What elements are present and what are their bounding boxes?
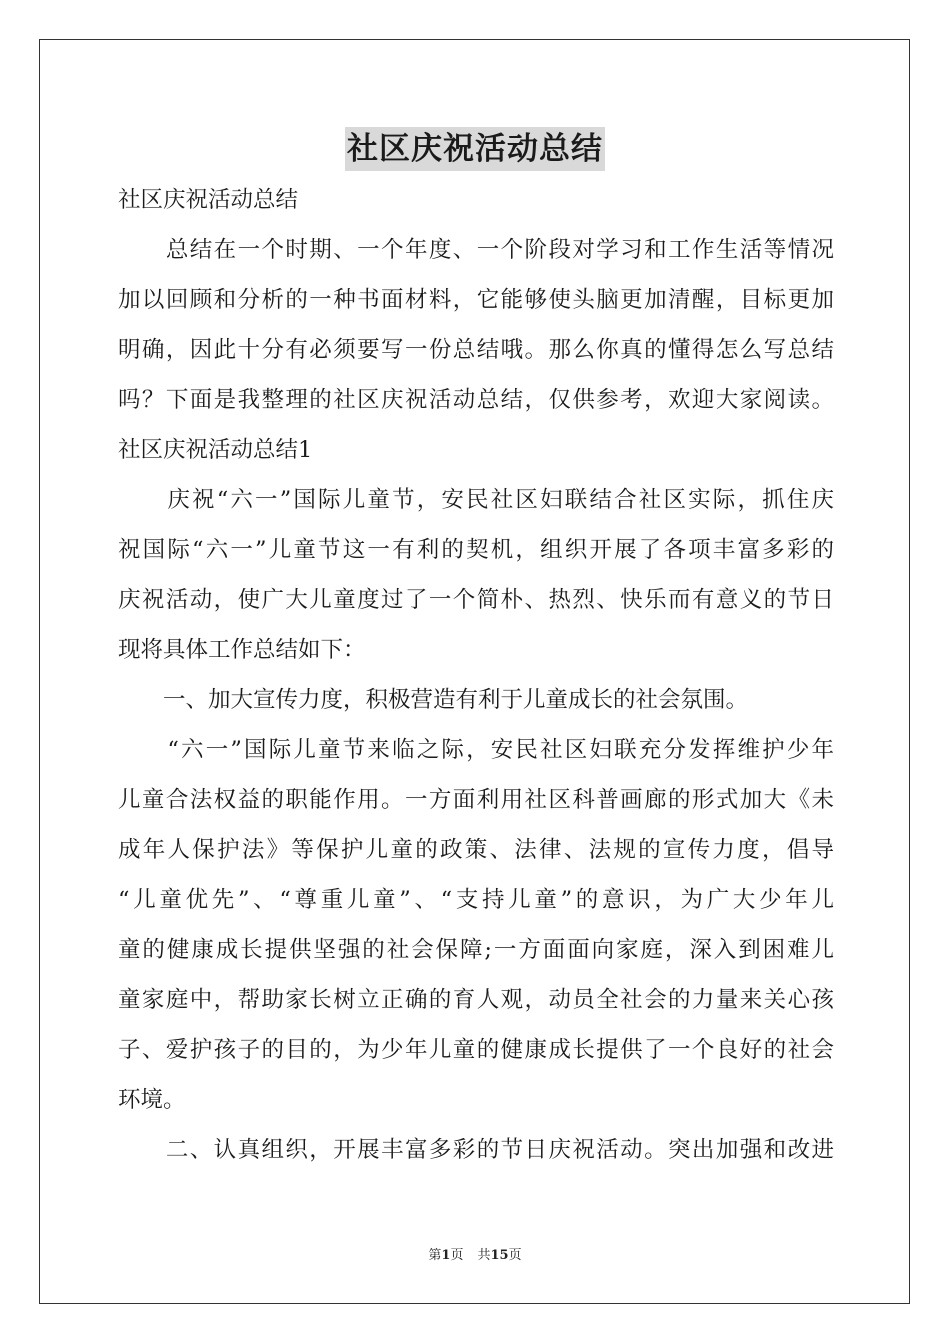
body-line: 儿童合法权益的职能作用。一方面利用社区科普画廊的形式加大《未 (118, 787, 834, 813)
document-body (118, 182, 834, 1182)
body-line: 加以回顾和分析的一种书面材料，它能够使头脑更加清醒，目标更加 (118, 287, 834, 313)
body-line: 社区庆祝活动总结 (118, 187, 299, 213)
page-footer (0, 1246, 950, 1266)
body-line: 庆祝“六一”国际儿童节，安民社区妇联结合社区实际，抓住庆 (118, 487, 834, 513)
page-suffix: 页 (450, 1248, 464, 1263)
body-line: “六一”国际儿童节来临之际，安民社区妇联充分发挥维护少年 (118, 737, 834, 763)
body-line: 二、认真组织，开展丰富多彩的节日庆祝活动。突出加强和改进 (118, 1137, 834, 1163)
body-line: 吗？下面是我整理的社区庆祝活动总结，仅供参考，欢迎大家阅读。 (118, 387, 834, 413)
body-line: 总结在一个时期、一个年度、一个阶段对学习和工作生活等情况 (118, 237, 834, 263)
body-line: 明确，因此十分有必须要写一份总结哦。那么你真的懂得怎么写总结 (118, 337, 834, 363)
page-number: 1 (441, 1248, 451, 1263)
body-line: 祝国际“六一”儿童节这一有利的契机，组织开展了各项丰富多彩的 (118, 537, 834, 563)
page-prefix: 第 (428, 1248, 442, 1263)
body-line: 社区庆祝活动总结1 (118, 437, 313, 463)
body-line: 环境。 (118, 1087, 186, 1113)
total-prefix: 共 (477, 1248, 491, 1263)
body-line: “儿童优先”、“尊重儿童”、“支持儿童”的意识，为广大少年儿 (118, 887, 834, 913)
document-title: 社区庆祝活动总结 (345, 127, 605, 171)
title-container (0, 127, 950, 171)
body-line: 一、加大宣传力度，积极营造有利于儿童成长的社会氛围。 (118, 687, 749, 713)
body-line: 子、爱护孩子的目的，为少年儿童的健康成长提供了一个良好的社会 (118, 1037, 834, 1063)
total-pages: 15 (490, 1248, 509, 1263)
total-suffix: 页 (508, 1248, 522, 1263)
body-line: 成年人保护法》等保护儿童的政策、法律、法规的宣传力度，倡导 (118, 837, 834, 863)
body-line: 庆祝活动，使广大儿童度过了一个简朴、热烈、快乐而有意义的节日 (118, 587, 834, 613)
body-line: 童家庭中，帮助家长树立正确的育人观，动员全社会的力量来关心孩 (118, 987, 834, 1013)
body-line: 童的健康成长提供坚强的社会保障;一方面面向家庭，深入到困难儿 (118, 937, 834, 963)
body-line: 现将具体工作总结如下： (118, 637, 366, 663)
